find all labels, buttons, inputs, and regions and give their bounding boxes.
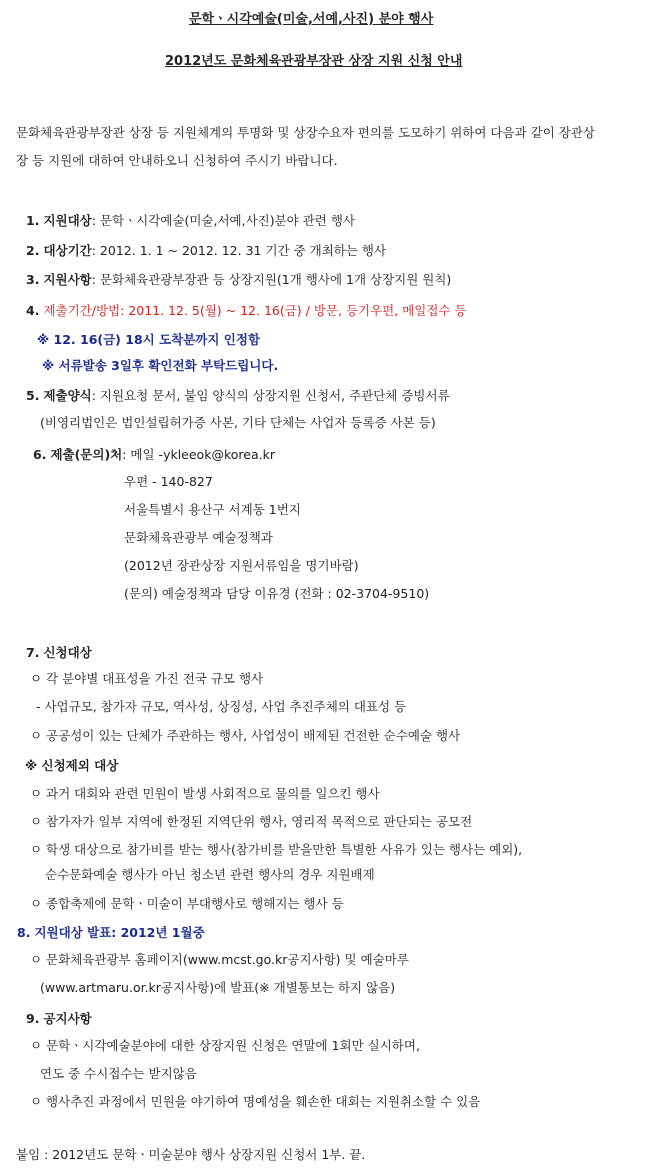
item-9-num: 9. <box>26 1011 40 1026</box>
item-7-bullet-1-sub: - 사업규모, 참가자 규모, 역사성, 상징성, 사업 추진주체의 대표성 등 <box>36 699 407 714</box>
intro-line-2: 장 등 지원에 대하여 안내하오니 신청하여 주시기 바랍니다. <box>16 153 338 168</box>
item-3-label: 지원사항 <box>43 272 92 287</box>
item-4 <box>26 302 467 320</box>
item-9-label: 공지사항 <box>43 1011 92 1026</box>
item-7-num: 7. <box>26 645 40 660</box>
item-6 <box>33 446 275 464</box>
item-6-line-1: 우편 - 140-827 <box>124 474 213 489</box>
page-subtitle: 2012년도 문화체육관광부장관 상장 지원 신청 안내 <box>165 54 463 69</box>
item-6-num: 6. <box>33 447 47 462</box>
item-7-label: 신청대상 <box>43 645 92 660</box>
item-8-num: 8. <box>17 925 31 940</box>
item-7-exclusion-3: ㅇ 학생 대상으로 참가비를 받는 행사(참가비를 받을만한 특별한 사유가 있는 행사는 예외), <box>30 842 523 857</box>
item-2-label: 대상기간 <box>43 243 92 258</box>
item-2-text: : 2012. 1. 1 ~ 2012. 12. 31 기간 중 개최하는 행사 <box>91 243 387 258</box>
item-8-bullet-1-sub: (www.artmaru.or.kr공지사항)에 발표(※ 개별통보는 하지 않음) <box>40 980 396 995</box>
item-4-note-2: ※ 서류발송 3일후 확인전화 부탁드립니다. <box>42 358 279 373</box>
item-9-bullet-1-sub: 연도 중 수시접수는 받지않음 <box>40 1066 197 1081</box>
item-7-bullet-1: ㅇ 각 분야별 대표성을 가진 전국 규모 행사 <box>30 671 264 686</box>
item-1 <box>26 212 355 230</box>
item-5-text: : 지원요청 문서, 붙임 양식의 상장지원 신청서, 주관단체 증빙서류 <box>91 388 450 403</box>
item-9 <box>26 1010 92 1028</box>
item-8 <box>17 924 205 942</box>
item-2 <box>26 242 386 260</box>
item-3-text: : 문화체육관광부장관 등 상장지원(1개 행사에 1개 상장지원 원칙) <box>91 272 452 287</box>
attachment-note: 붙임 : 2012년도 문학ㆍ미술분야 행사 상장지원 신청서 1부. 끝. <box>16 1147 366 1162</box>
item-4-note-1: ※ 12. 16(금) 18시 도착분까지 인정함 <box>37 332 261 347</box>
item-5-num: 5. <box>26 388 40 403</box>
item-7-exclusion-3-sub: 순수문화예술 행사가 아닌 청소년 관련 행사의 경우 지원배제 <box>45 867 375 882</box>
intro-line-1: 문화체육관광부장관 상장 등 지원체계의 투명화 및 상장수요자 편의를 도모하기 위하여 다음과 같이 장관상 <box>16 125 595 140</box>
item-3-num: 3. <box>26 272 40 287</box>
item-5-sub: (비영리법인은 법인설립허가증 사본, 기타 단체는 사업자 등록증 사본 등) <box>40 415 436 430</box>
item-7-exclusion-1: ㅇ 과거 대회와 관련 민원이 발생 사회적으로 물의를 일으킨 행사 <box>30 786 380 801</box>
item-9-bullet-2: ㅇ 행사추진 과정에서 민원을 야기하여 명예성을 훼손한 대회는 지원취소할 수 있음 <box>30 1094 481 1109</box>
item-6-line-5: (문의) 예술정책과 담당 이유경 (전화 : 02-3704-9510) <box>124 586 430 601</box>
item-4-text: 제출기간/방법: 2011. 12. 5(월) ~ 12. 16(금) / 방문, 등기우편, 메일접수 등 <box>43 303 467 318</box>
item-5-label: 제출양식 <box>43 388 92 403</box>
item-6-label: 제출(문의)처 <box>50 447 123 462</box>
item-5 <box>26 387 450 405</box>
item-7-exclusion-4: ㅇ 종합축제에 문학ㆍ미술이 부대행사로 행해지는 행사 등 <box>30 896 344 911</box>
item-9-bullet-1: ㅇ 문학ㆍ시각예술분야에 대한 상장지원 신청은 연말에 1회만 실시하며, <box>30 1038 420 1053</box>
item-6-line-3: 문화체육관광부 예술정책과 <box>124 530 273 545</box>
item-7-bullet-2: ㅇ 공공성이 있는 단체가 주관하는 행사, 사업성이 배제된 건전한 순수예술 행사 <box>30 728 461 743</box>
item-7 <box>26 644 92 662</box>
item-8-label: 지원대상 발표: 2012년 1월중 <box>34 925 205 940</box>
item-6-line-2: 서울특별시 용산구 서계동 1번지 <box>124 502 301 517</box>
item-1-text: : 문학ㆍ시각예술(미술,서예,사진)분야 관련 행사 <box>91 213 356 228</box>
item-7-exclusion-title: ※ 신청제외 대상 <box>25 758 119 773</box>
item-4-num: 4. <box>26 303 40 318</box>
item-3 <box>26 271 451 289</box>
page-title: 문학ㆍ시각예술(미술,서예,사진) 분야 행사 <box>189 12 434 27</box>
item-7-exclusion-2: ㅇ 참가자가 일부 지역에 한정된 지역단위 행사, 영리적 목적으로 판단되는 공모전 <box>30 814 473 829</box>
item-6-text: : 메일 -ykleeok@korea.kr <box>122 447 275 462</box>
item-1-num: 1. <box>26 213 40 228</box>
item-8-bullet-1: ㅇ 문화체육관광부 홈페이지(www.mcst.go.kr공지사항) 및 예술마루 <box>30 952 409 967</box>
item-1-label: 지원대상 <box>43 213 92 228</box>
item-2-num: 2. <box>26 243 40 258</box>
item-6-line-4: (2012년 장관상장 지원서류임을 명기바람) <box>124 558 359 573</box>
